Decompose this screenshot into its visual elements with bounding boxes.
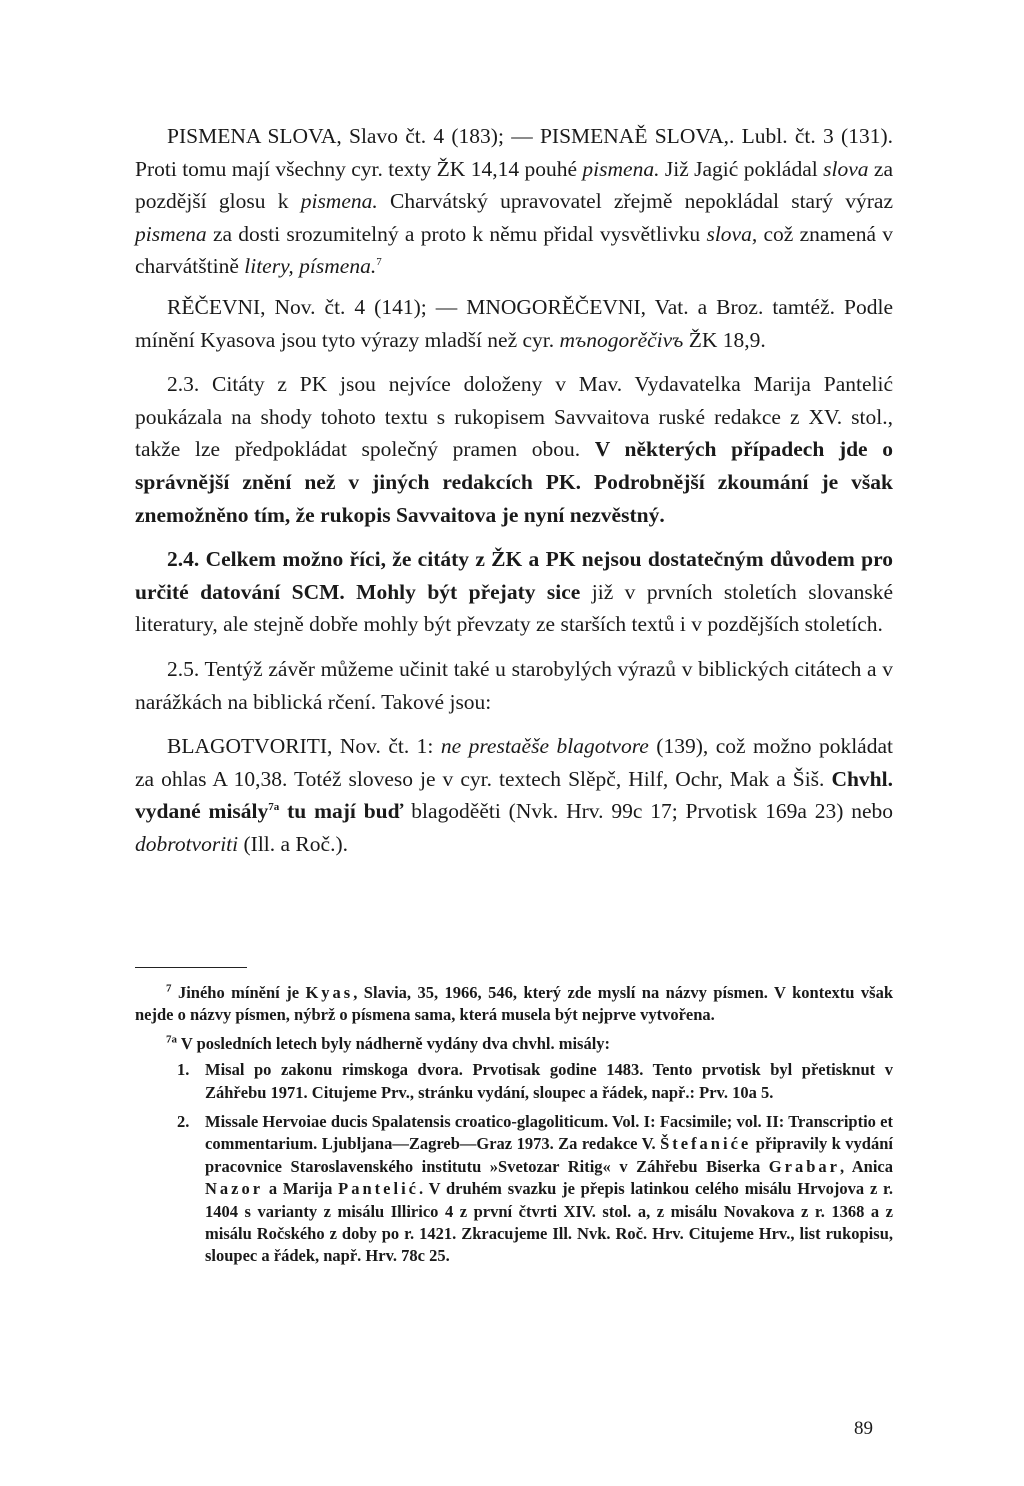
list-number: 2.: [177, 1112, 190, 1132]
spaced-name: Štefaniće: [660, 1134, 752, 1154]
bold-run: Chvhl. vydané misály: [135, 766, 893, 824]
text-run: za pozdější glosu k: [135, 156, 894, 214]
list-item: [135, 1111, 893, 1268]
text-run: BLAGOTVORITI, Nov. čt. 1:: [167, 734, 441, 759]
text-run: , Slavia, 35, 1966, 546, který zde myslí na názvy písmen. V kontextu však nejde o názvy písmen, nýbrž o písmena sama, která musela být nejprve vytvořena.: [135, 983, 893, 1025]
text-run: ŽK 18,9.: [683, 327, 766, 352]
italic-term: slova: [823, 156, 869, 181]
italic-term: pismena: [135, 221, 207, 246]
text-run: což znamená v charvátštině: [135, 221, 894, 279]
text-run: , Anica: [839, 1156, 893, 1176]
text-run: 2.3. Citáty z PK jsou nejvíce doloženy v Mav. Vydavatelka Marija Pantelić poukázala na shody tohoto textu s rukopisem Savvaitova ruské redakce z XV. stol., takže lze předpokládat společný pramen obou.: [135, 372, 893, 462]
page-number: 89: [854, 1418, 873, 1439]
spaced-name: Nazor: [205, 1179, 264, 1199]
paragraph-2-4: [135, 543, 893, 641]
italic-term: dobrotvoriti: [135, 831, 239, 856]
bold-run: V některých případech jde o správnější znění než v jiných redakcích PK. Podrobnější zkoumání je však znemožněno tím, že rukopis Savvaitova je nyní nezvěstný.: [135, 437, 893, 527]
text-run: V posledních letech byly nádherně vydány dva chvhl. misály:: [177, 1033, 611, 1053]
footnotes: [135, 982, 893, 1275]
text-run: Již Jagić pokládal: [659, 156, 824, 181]
text-run: (Ill. a Roč.).: [238, 831, 348, 856]
footnote-7a: [135, 1033, 893, 1055]
paragraph-blagotvoriti: [135, 730, 893, 860]
text-run: již v prvních stoletích slovanské literatury, ale stejně dobře mohly být převzaty ze starších textů i v pozdějších stoletích.: [135, 579, 893, 637]
paragraph-2-3: [135, 368, 893, 531]
paragraph-pismena-slova: [135, 120, 893, 283]
italic-term: litery, písmena.: [244, 254, 377, 279]
text-run: PISMENA SLOVA, Slavo čt. 4 (183); — PISMENAĚ SLOVA,. Lubl. čt. 3 (131). Proti tomu mají všechny cyr. texty ŽK 14,14 pouhé: [135, 124, 893, 181]
text-run: 2.5. Tentýž závěr můžeme učinit také u starobylých výrazů v biblických citátech a v narážkách na biblická rčení. Takové jsou:: [135, 656, 893, 714]
italic-term: pismena.: [582, 156, 660, 181]
text-run: RĚČEVNI, Nov. čt. 4 (141); — MNOGORĚČEVNI, Vat. a Broz. tamtéž. Podle mínění Kyasova jsou tyto výrazy mladší než cyr.: [135, 294, 893, 352]
spaced-name: Pantelić: [338, 1179, 419, 1199]
footnote-7: [135, 982, 893, 1027]
main-text: [135, 120, 893, 860]
paragraph-recevni: [135, 291, 893, 356]
text-run: Jiného mínění je: [171, 983, 306, 1002]
italic-term: slova,: [706, 221, 758, 246]
italic-term: ne prestaěše blagotvore: [440, 734, 649, 759]
spaced-name: Grabar: [768, 1156, 840, 1176]
text-run: . V druhém svazku je přepis latinkou celého misálu Hrvojova z r. 1404 s varianty z misálu Illirico 4 z první čtvrti XIV. stol. a, z misálu Novakova z r. 1368 a z misálu Ročského z doby po r. 1421. Zkracujeme Ill. Nvk. Roč. Hrv. Citujeme Hrv., list rukopisu, sloupec a řádek, např. Hrv. 78c 25.: [205, 1179, 893, 1266]
italic-term: mъnogorěčivъ: [559, 327, 684, 352]
footnote-mark: 7: [166, 982, 172, 995]
list-item: [135, 1059, 893, 1104]
paragraph-2-5: [135, 653, 893, 718]
text-run: Missale Hervoiae ducis Spalatensis croatico-glagoliticum. Vol. I: Facsimile; vol. II: Transcriptio et commentarium. Ljubljana—Zagreb—Graz 1973. Za redakce V.: [205, 1112, 893, 1154]
bold-run: tu mají buď: [279, 799, 404, 824]
footnote-ref: 7a: [268, 801, 280, 814]
footnote-list: [135, 1059, 893, 1268]
text-run: Charvátský upravovatel zřejmě nepokládal starý výraz: [377, 189, 893, 214]
bold-run: 2.4. Celkem možno říci, že citáty z ŽK a PK nejsou dostatečným důvodem pro určité datování SCM. Mohly být přejaty sice: [135, 547, 893, 604]
footnote-ref: 7: [376, 256, 382, 269]
text-run: (139), což možno pokládat za ohlas A 10,38. Totéž sloveso je v cyr. textech Slěpč, Hilf, Ochr, Mak a Šiš.: [135, 734, 893, 791]
text-run: blagoděěti (Nvk. Hrv. 99c 17; Prvotisk 169a 23) nebo: [403, 799, 894, 824]
page-body: [135, 120, 893, 860]
footnote-divider: [135, 967, 247, 968]
spaced-name: Kyas: [305, 983, 354, 1002]
text-run: připravily k vydání pracovnice Staroslavenského institutu »Svetozar Ritig« v Záhřebu Biserka: [205, 1134, 893, 1176]
footnote-mark: 7a: [166, 1033, 177, 1046]
text-run: za dosti srozumitelný a proto k němu přidal vysvětlivku: [206, 221, 707, 246]
list-number: 1.: [177, 1060, 190, 1080]
text-run: Misal po zakonu rimskoga dvora. Prvotisak godine 1483. Tento prvotisk byl přetisknut v Záhřebu 1971. Citujeme Prv., stránku vydání, sloupec a řádek, např.: Prv. 10a 5.: [205, 1060, 893, 1102]
text-run: a Marija: [263, 1179, 339, 1199]
italic-term: pismena.: [300, 189, 378, 214]
